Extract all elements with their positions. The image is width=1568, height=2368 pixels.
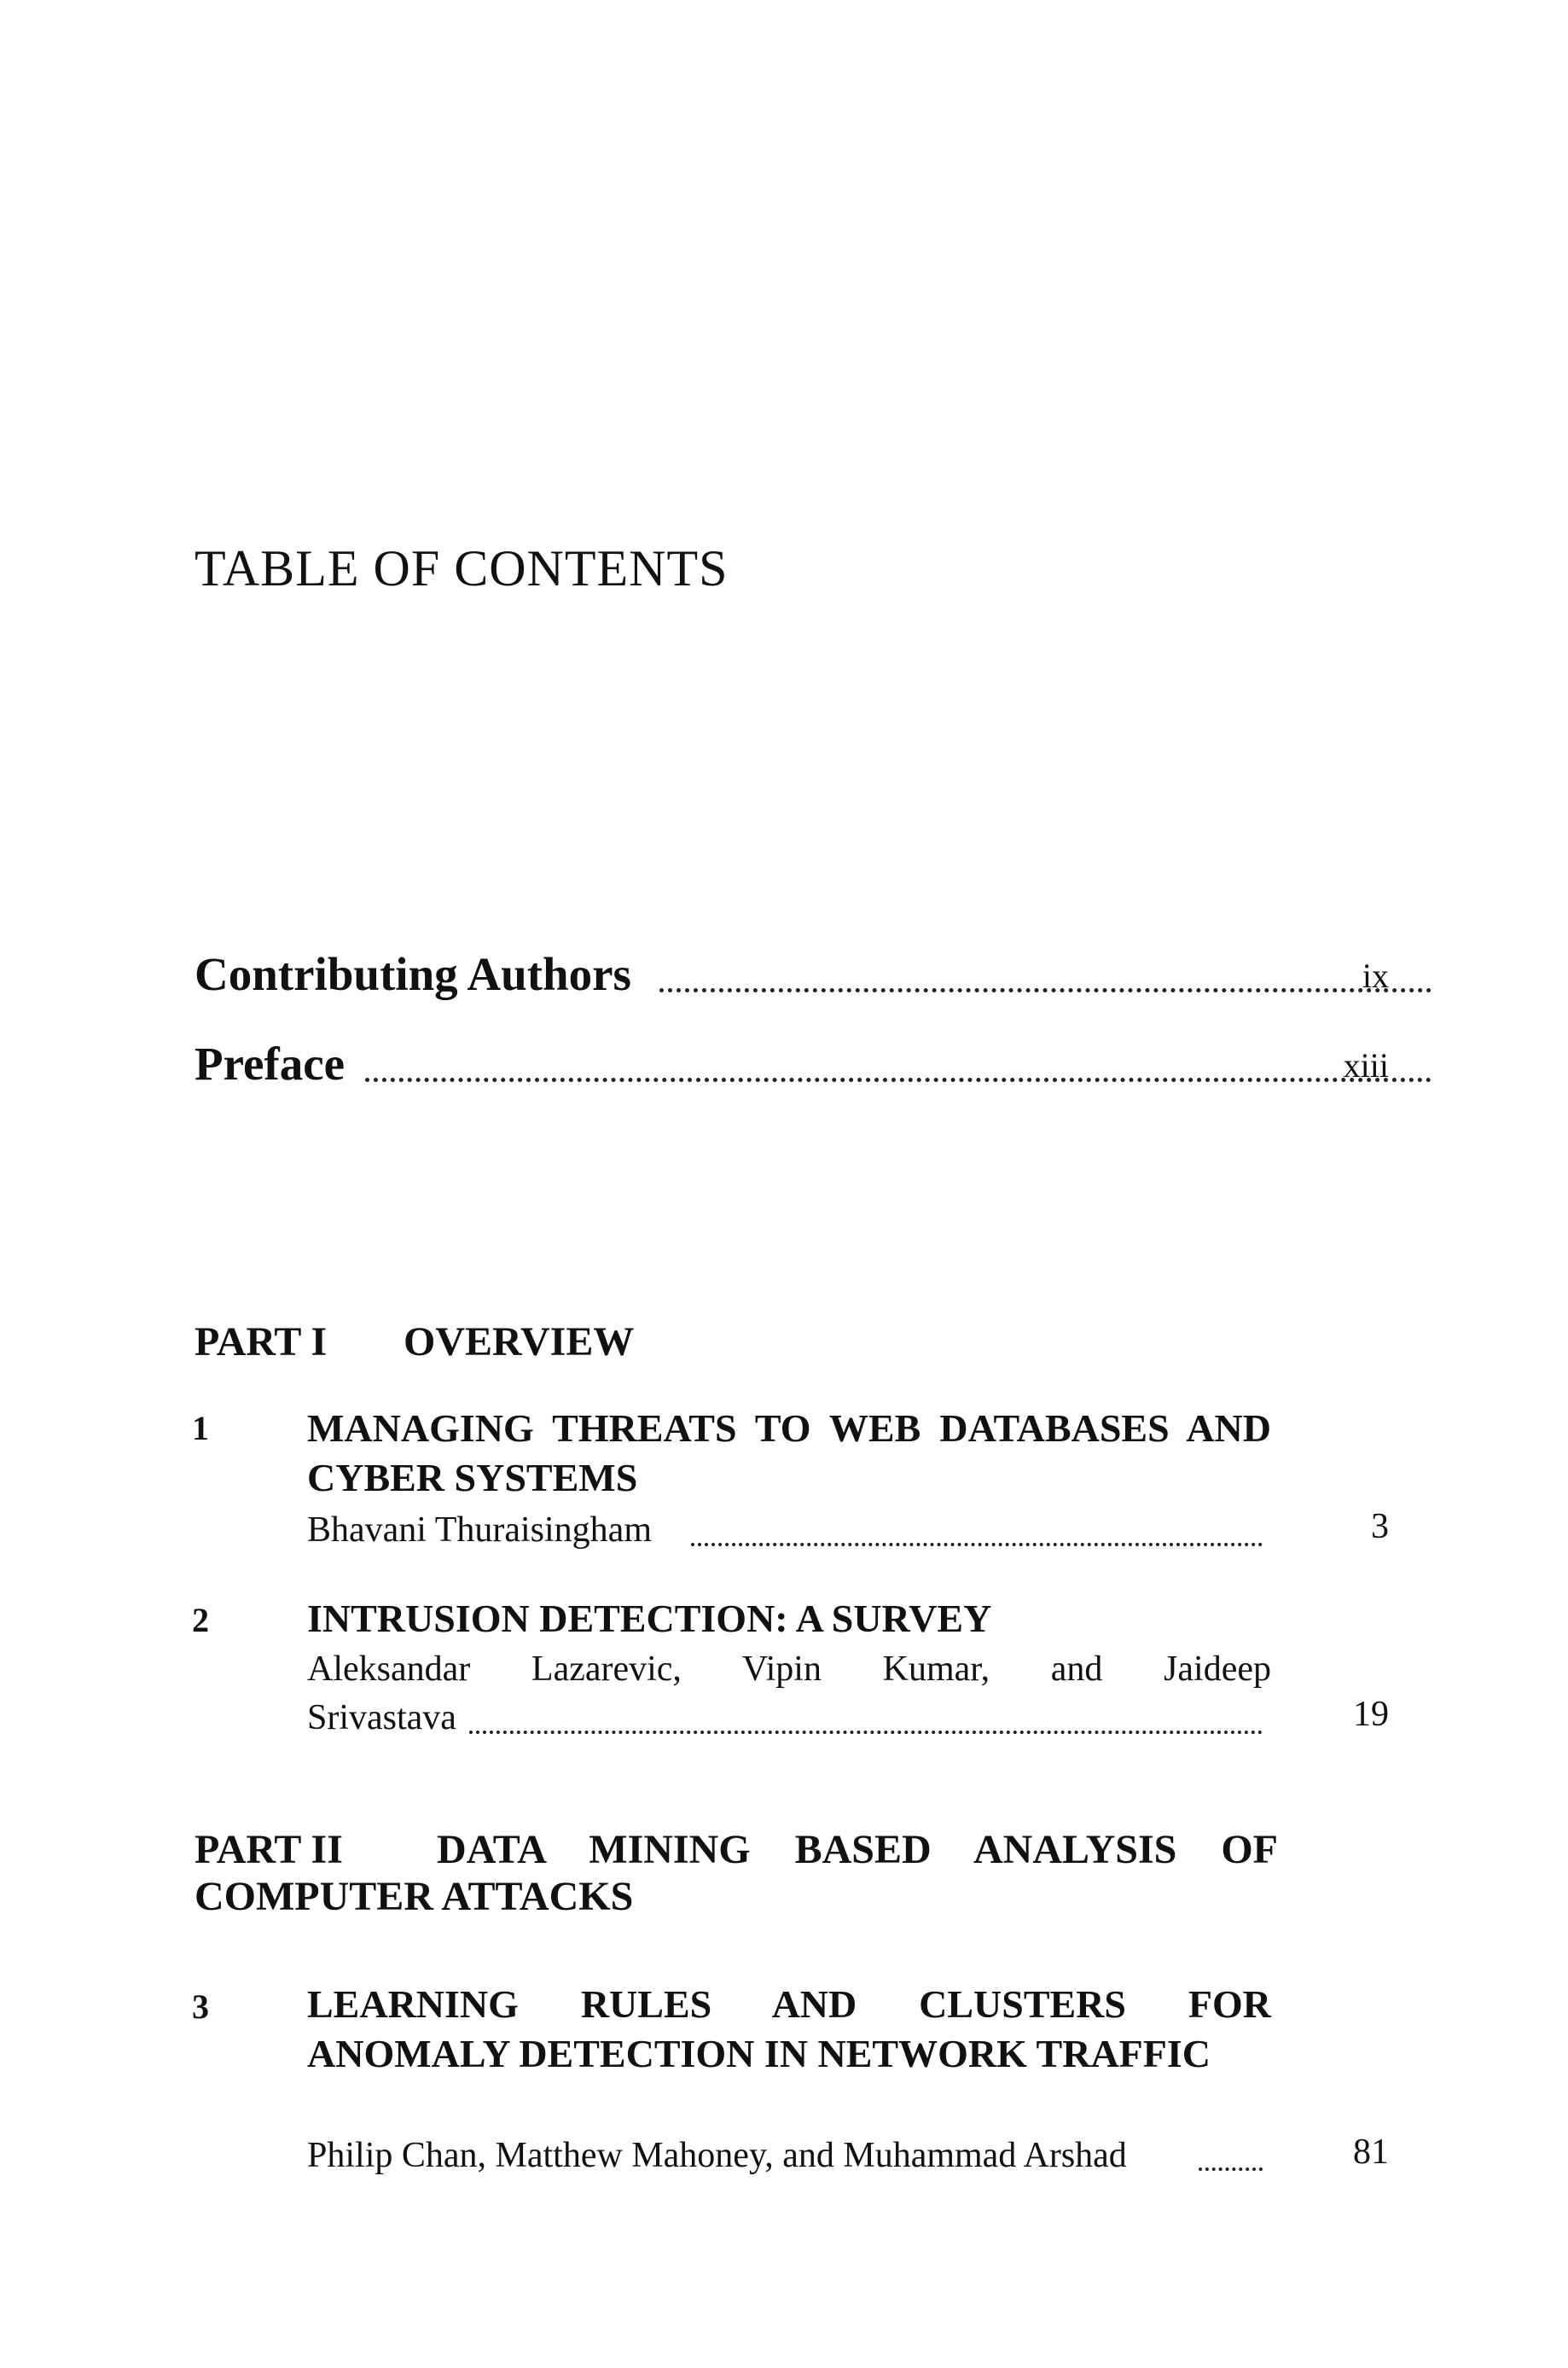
chapter-authors: Philip Chan, Matthew Mahoney, and Muhammad Arshad — [307, 2136, 1127, 2175]
dot-leader — [365, 1078, 1432, 1082]
chapter-page-number: 81 — [1353, 2132, 1389, 2172]
entry-page-number: ix — [1362, 957, 1389, 995]
chapter-page-number: 19 — [1353, 1695, 1389, 1734]
part-label: PART II — [195, 1827, 343, 1872]
entry-page-number: xiii — [1343, 1046, 1389, 1085]
chapter-title[interactable]: LEARNING RULES AND CLUSTERS FOR ANOMALY DETECTION IN NETWORK TRAFFIC — [307, 1982, 1271, 2075]
entry-label: Contributing Authors — [195, 948, 631, 1000]
chapter-number: 2 — [192, 1601, 209, 1639]
part-heading-2 — [195, 1826, 1278, 1920]
part-heading-1 — [195, 1318, 634, 1365]
chapter-authors-continued: Srivastava — [307, 1698, 456, 1737]
chapter-number: 3 — [192, 1987, 209, 2026]
chapter-authors: Aleksandar Lazarevic, Vipin Kumar, and Jaideep — [307, 1649, 1271, 1689]
dot-leader — [659, 988, 1432, 992]
chapter-title[interactable]: INTRUSION DETECTION: A SURVEY — [307, 1597, 992, 1640]
part-title-line-1: DATA MINING BASED ANALYSIS OF — [437, 1827, 1278, 1872]
toc-title: TABLE OF CONTENTS — [195, 540, 729, 596]
toc-entry-contributing-authors[interactable] — [195, 947, 1389, 1007]
toc-entry-preface[interactable] — [195, 1037, 1389, 1097]
chapter-number: 1 — [192, 1409, 209, 1447]
part-title-line-2: COMPUTER ATTACKS — [195, 1874, 634, 1919]
entry-label: Preface — [195, 1038, 346, 1090]
chapter-page-number: 3 — [1371, 1507, 1389, 1546]
chapter-authors: Bhavani Thuraisingham — [307, 1510, 652, 1550]
dot-leader — [469, 1731, 1263, 1734]
dot-leader — [691, 1543, 1263, 1546]
part-label: PART I — [195, 1319, 328, 1364]
part-title: OVERVIEW — [404, 1319, 635, 1364]
chapter-title[interactable]: MANAGING THREATS TO WEB DATABASES AND CYBER SYSTEMS — [307, 1406, 1271, 1499]
dot-leader — [1199, 2167, 1263, 2171]
